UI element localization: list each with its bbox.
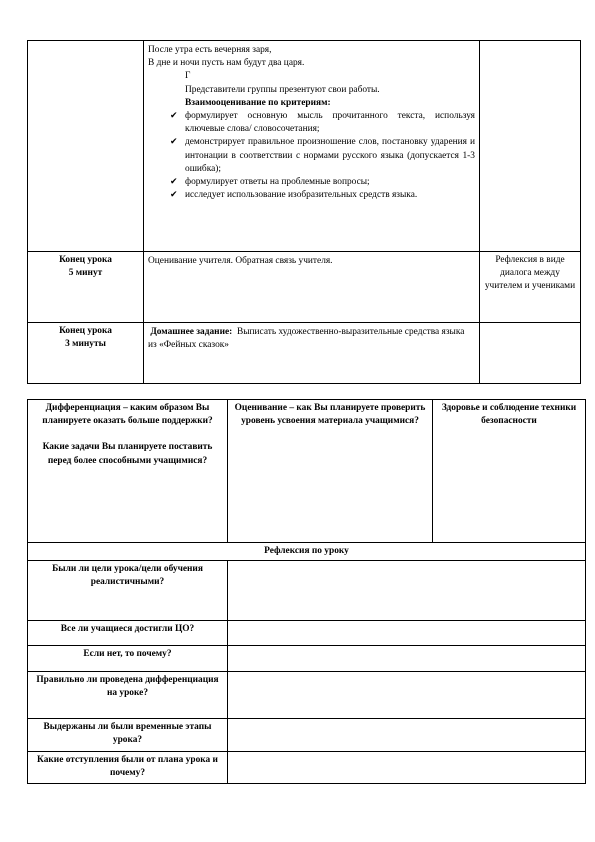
reflection-answer [228,621,586,646]
table-row [28,646,586,672]
presentation-text: Представители группы презентуют свои работы. [185,84,380,95]
stage-label: Конец урока [59,326,112,336]
list-item: ✔ демонстрирует правильное произношение слов, постановку ударения и интонации в соответствии с нормами русского языка (допускается 1-3 ошибка); [170,137,475,174]
stage-label: Конец урока [59,255,112,265]
table-row [28,400,586,543]
reflection-question: Выдержаны ли были временные этапы урока? [28,719,228,752]
criteria-list [148,110,475,202]
activity-cell [144,252,480,323]
reflection-title-text: Рефлексия по уроку [264,546,349,556]
criteria-title: Взаимооценивание по критериям: [185,97,331,108]
reflection-answer [228,719,586,752]
stage-cell [28,323,144,384]
checkmark-icon: ✔ [170,111,178,122]
table-row [28,719,586,752]
reflection-question: Какие отступления были от плана урока и почему? [28,752,228,783]
differentiation-question: Дифференциация – каким образом Вы планируете оказать больше поддержки? [42,403,213,427]
reflection-answer [228,561,586,621]
table-row [28,561,586,621]
table-row [28,323,581,384]
reflection-question: Правильно ли проведена дифференциация на уроке? [28,672,228,719]
reflection-answer [228,672,586,719]
reflection-question: Были ли цели урока/цели обучения реалистичными? [28,561,228,621]
table-row [28,621,586,646]
stage-cell [28,252,144,323]
table-row [28,252,581,323]
reflection-table [27,399,586,784]
assessment-question: Оценивание – как Вы планируете проверить уровень усвоения материала учащимися? [234,403,426,427]
table-row [28,543,586,561]
reflection-question: Если нет, то почему? [28,646,228,672]
checkmark-icon: ✔ [170,177,178,188]
resource-cell [480,252,581,323]
lesson-plan-table [27,40,581,384]
table-row [28,672,586,719]
table-row [28,752,586,783]
stage-cell-empty [28,41,144,252]
differentiation-header [28,400,228,543]
stage-time: 5 минут [68,268,103,279]
homework-body: Выписать художественно-выразительные средства языка из «Фейных сказок» [148,327,465,351]
group-letter: Г [185,71,191,82]
differentiation-question: Какие задачи Вы планируете поставить перед более способными учащимися? [42,442,213,466]
list-item: ✔ формулирует ответы на проблемные вопросы; [148,176,475,189]
list-item: ✔ исследует использование изобразительных средств языка. [148,189,475,202]
stage-time: 3 минуты [65,339,106,350]
activity-cell [144,41,480,252]
resource-text: Рефлексия в виде диалога между учителем и учениками [484,255,576,292]
checkmark-icon: ✔ [170,137,178,148]
table-row [28,41,581,252]
checkmark-icon: ✔ [170,190,178,201]
health-label: Здоровье и соблюдение техники безопасности [441,403,577,427]
homework-label: Домашнее задание: [150,327,233,337]
reflection-question: Все ли учащиеся достигли ЦО? [28,621,228,646]
assessment-header [228,400,433,543]
list-item: ✔ формулирует основную мысль прочитанного текста, используя ключевые слова/ словосочетания; [170,111,475,135]
poem-line: После утра есть вечерняя заря, [148,45,272,55]
health-header [433,400,586,543]
reflection-answer [228,752,586,783]
reflection-answer [228,646,586,672]
poem-line: В дне и ночи пусть нам будут два царя. [148,58,305,69]
reflection-title [28,543,586,561]
resource-cell-empty [480,323,581,384]
homework-text [148,326,475,352]
activity-cell [144,323,480,384]
resource-cell-empty [480,41,581,252]
activity-text: Оценивание учителя. Обратная связь учителя. [148,256,333,266]
